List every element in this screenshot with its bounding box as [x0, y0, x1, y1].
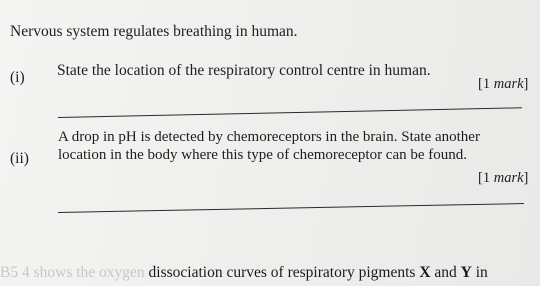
next-question-cutoff: B5 4 shows the oxygen dissociation curves of respiratory pigments X and Y in	[0, 264, 488, 281]
mark-allocation-i: [1 mark]	[478, 76, 529, 92]
question-intro: Nervous system regulates breathing in human.	[10, 23, 298, 40]
question-number-ii: (ii)	[10, 150, 29, 167]
answer-line-i	[58, 107, 522, 118]
answer-line-ii	[58, 203, 524, 213]
question-ii-text-line2: location in the body where this type of chemoreceptor can be found.	[58, 147, 468, 163]
question-ii-text-line1: A drop in pH is detected by chemoreceptors in the brain. State another	[58, 129, 480, 145]
question-i-text: State the location of the respiratory control centre in human.	[57, 62, 431, 79]
mark-allocation-ii: [1 mark]	[478, 170, 529, 186]
question-number-i: (i)	[10, 69, 25, 86]
